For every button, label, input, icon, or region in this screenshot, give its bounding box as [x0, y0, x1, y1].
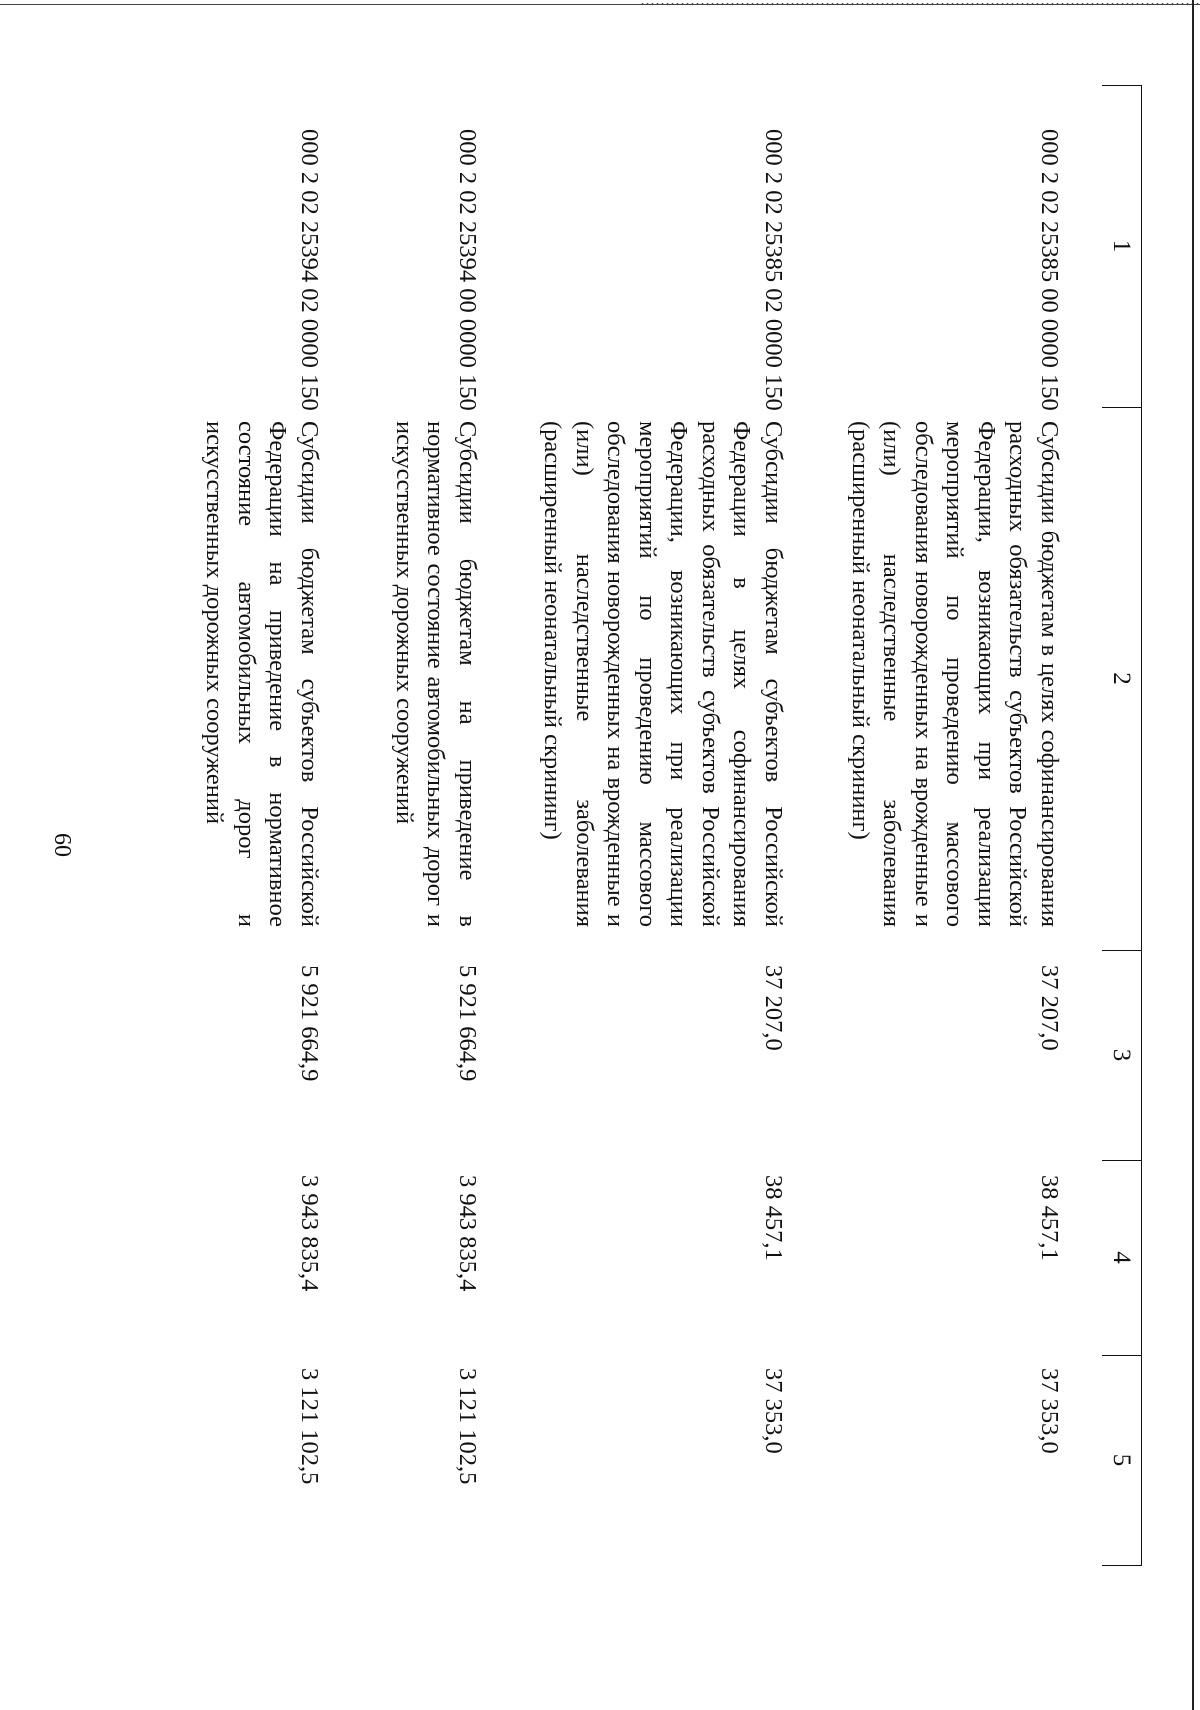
row-code: 000 2 02 25394 02 0000 150 — [296, 129, 323, 411]
row-value-4: 3 943 835,4 — [296, 1175, 323, 1292]
row-value-4: 3 943 835,4 — [454, 1175, 481, 1292]
header-divider — [1102, 1565, 1142, 1566]
column-header-3: 3 — [1108, 1048, 1135, 1062]
row-value-3: 5 921 664,9 — [454, 965, 481, 1082]
column-header-1: 1 — [1108, 239, 1135, 253]
row-value-3: 37 207,0 — [760, 965, 787, 1051]
column-header-4: 4 — [1108, 1251, 1135, 1264]
row-value-5: 3 121 102,5 — [454, 1368, 481, 1485]
row-name: Субсидии бюджетам на приведение в нормативное состояние автомобильных дорог и искусственных дорожных сооружений — [391, 421, 481, 927]
row-name: Субсидии бюджетам субъектов Российской Федерации на приведение в нормативное состояние автомобильных дорог и искусственных дорожных сооружений — [201, 421, 323, 927]
row-name: Субсидии бюджетам в целях софинансирования расходных обязательств субъектов Российской Федерации, возникающих при реализации мероприятий по проведению массового обследования новорожденных на врожденные и (или) наследственные заболевания (расширенный неонатальный скрининг) — [847, 421, 1063, 927]
row-code: 000 2 02 25394 00 0000 150 — [454, 129, 481, 411]
row-name: Субсидии бюджетам субъектов Российской Федерации в целях софинансирования расходных обязательств субъектов Российской Федерации, возникающих при реализации мероприятий по проведению массового обследования новорожденных на врожденные и (или) наследственные заболевания (расширенный неонатальный скрининг) — [539, 421, 787, 927]
column-header-2: 2 — [1108, 672, 1135, 685]
row-value-4: 38 457,1 — [760, 1175, 787, 1261]
column-header-5: 5 — [1108, 1453, 1135, 1467]
row-code: 000 2 02 25385 02 0000 150 — [760, 129, 787, 411]
table-header-rule — [1141, 85, 1142, 1565]
row-value-3: 37 207,0 — [1036, 965, 1063, 1051]
row-value-4: 38 457,1 — [1036, 1175, 1063, 1261]
row-value-5: 37 353,0 — [1036, 1368, 1063, 1454]
scan-right-edge — [1192, 0, 1194, 1710]
scan-noise — [640, 2, 1200, 6]
rotated-table-page — [170, 85, 1170, 1675]
page-number: 60 — [49, 833, 75, 857]
row-value-5: 37 353,0 — [760, 1368, 787, 1454]
row-value-5: 3 121 102,5 — [296, 1368, 323, 1485]
row-value-3: 5 921 664,9 — [296, 965, 323, 1082]
row-code: 000 2 02 25385 00 0000 150 — [1036, 129, 1063, 411]
